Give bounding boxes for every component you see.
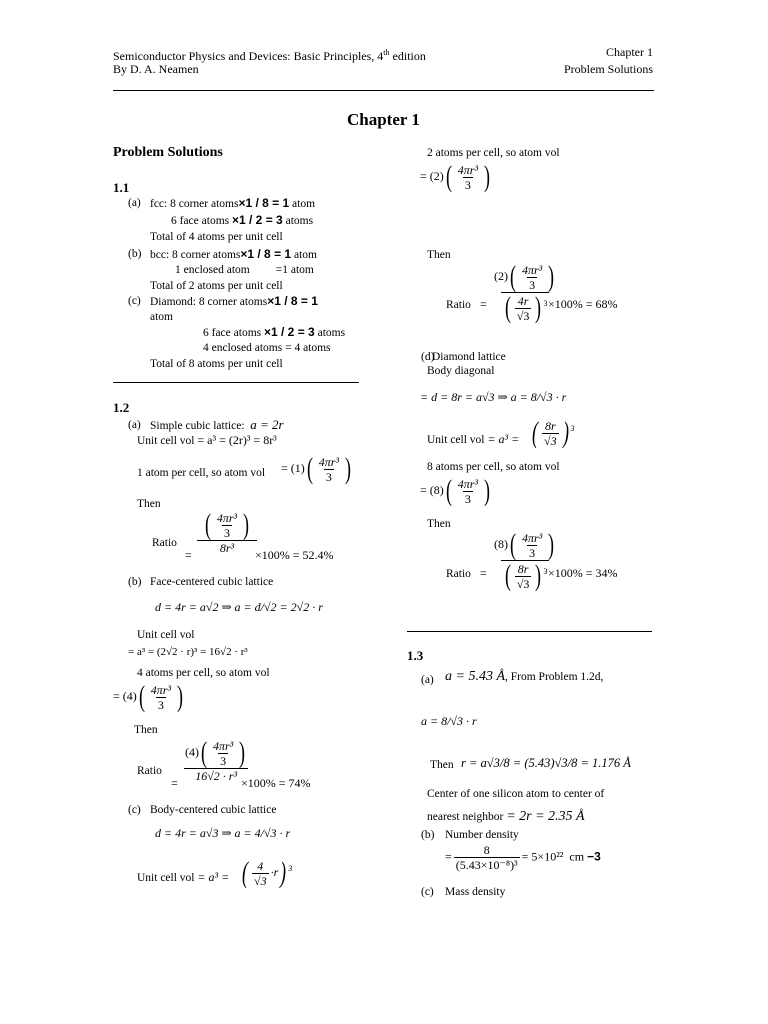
item-label: (b) bbox=[128, 576, 142, 588]
ratio-label: Ratio bbox=[137, 765, 162, 777]
header-chapter: Chapter 1 bbox=[606, 45, 653, 59]
text-line: 1 atom per cell, so atom vol bbox=[137, 467, 266, 479]
text-line: 2 atoms per cell, so atom vol bbox=[427, 147, 560, 159]
header-book-title: Semiconductor Physics and Devices: Basic Principles, 4th edition bbox=[113, 48, 426, 63]
equation: a = 8/√3 · r bbox=[421, 714, 477, 728]
item-label: (b) bbox=[128, 248, 142, 260]
text-line: Then bbox=[427, 249, 451, 261]
text-line: atom bbox=[150, 311, 173, 323]
text-line: Mass density bbox=[445, 886, 506, 898]
text-line: 6 face atoms ×1 / 2 = 3 atoms bbox=[203, 325, 346, 339]
item-label: (d) bbox=[421, 351, 435, 363]
text-line: Unit cell vol = a³ = bbox=[427, 432, 520, 446]
text-line: 4 enclosed atoms = 4 atoms bbox=[203, 342, 331, 354]
divider bbox=[407, 631, 652, 632]
text-line: 8 atoms per cell, so atom vol bbox=[427, 461, 560, 473]
text-line: Then bbox=[137, 498, 161, 510]
text-line: Total of 2 atoms per unit cell bbox=[150, 280, 283, 292]
header-rule bbox=[113, 90, 654, 91]
text-line: 6 face atoms ×1 / 2 = 3 atoms bbox=[171, 213, 314, 227]
ratio-label: Ratio bbox=[446, 299, 471, 311]
text-line: Center of one silicon atom to center of bbox=[427, 788, 605, 800]
header-author: By D. A. Neamen bbox=[113, 62, 199, 76]
problem-number-1-3: 1.3 bbox=[407, 648, 424, 663]
text-line: Unit cell vol = a³ = bbox=[137, 870, 230, 884]
equation: = d = 8r = a√3 ⇒ a = 8/√3 · r bbox=[420, 390, 567, 404]
text-line: Total of 8 atoms per unit cell bbox=[150, 358, 283, 370]
item-label: (a) bbox=[128, 197, 141, 209]
text-line: Diamond lattice bbox=[432, 351, 506, 363]
equation: = a³ = (2√2 · r)³ = 16√2 · r³ bbox=[128, 646, 248, 658]
equation: = (8)( $\frac{\text{4πr³}}{3}$ ) bbox=[420, 474, 491, 507]
item-label: (c) bbox=[128, 804, 141, 816]
item-label: (b) bbox=[421, 829, 435, 841]
section-title: Problem Solutions bbox=[113, 145, 223, 160]
text-line: Then bbox=[427, 518, 451, 530]
equation: = $\frac{8}{\text{(5.43×10⁻⁸)³}}$ = 5×10²² cm −3 bbox=[445, 843, 601, 872]
text-line: a = 5.43 Å, From Problem 1.2d, bbox=[445, 669, 604, 684]
equation: = (4)( $\frac{\text{4πr³}}{3}$ ) bbox=[113, 680, 184, 713]
header-section: Problem Solutions bbox=[563, 62, 653, 76]
text-line: Face-centered cubic lattice bbox=[150, 576, 274, 588]
equation: ( $\frac{8r}{√3}$ ) $^3$ bbox=[532, 416, 575, 449]
text-line: fcc: 8 corner atoms×1 / 8 = 1 atom bbox=[150, 196, 316, 210]
text-line: Total of 4 atoms per unit cell bbox=[150, 231, 283, 243]
problem-number-1-2: 1.2 bbox=[113, 400, 130, 415]
item-label: (c) bbox=[421, 886, 434, 898]
page-title: Chapter 1 bbox=[347, 110, 420, 129]
equation: ( $\frac{4}{√3}$ ·r) $^3$ bbox=[242, 856, 293, 889]
equation: = (2)( $\frac{\text{4πr³}}{3}$ ) bbox=[420, 160, 491, 193]
text-line: Number density bbox=[445, 829, 519, 841]
item-label: (a) bbox=[128, 419, 141, 431]
text-line: Unit cell vol bbox=[137, 629, 195, 641]
text-line: Body-centered cubic lattice bbox=[150, 804, 277, 816]
item-label: (c) bbox=[128, 295, 141, 307]
text-line: bcc: 8 corner atoms×1 / 8 = 1 atom bbox=[150, 247, 317, 261]
text-line: Then bbox=[134, 724, 158, 736]
text-line: Unit cell vol = a³ = (2r)³ = 8r³ bbox=[137, 433, 277, 447]
problem-number-1-1: 1.1 bbox=[113, 180, 130, 195]
ratio-label: Ratio bbox=[446, 568, 471, 580]
text-line: Then bbox=[430, 759, 454, 771]
text-line: Diamond: 8 corner atoms×1 / 8 = 1 bbox=[150, 294, 318, 308]
text-line: Simple cubic lattice: a = 2r bbox=[150, 417, 284, 432]
text-line: 1 enclosed atom =1 atom bbox=[175, 264, 314, 276]
divider bbox=[113, 382, 359, 383]
text-line: 4 atoms per cell, so atom vol bbox=[137, 667, 270, 679]
equation: d = 4r = a√2 ⇒ a = d/√2 = 2√2 · r bbox=[155, 600, 323, 614]
equation: r = a√3/8 = (5.43)√3/8 = 1.176 Å bbox=[461, 756, 631, 770]
equation: d = 4r = a√3 ⇒ a = 4/√3 · r bbox=[155, 826, 291, 840]
text-line: Body diagonal bbox=[427, 365, 495, 377]
ratio-label: Ratio bbox=[152, 537, 177, 549]
equation: = (1)( $\frac{\text{4πr³}}{3}$ ) bbox=[281, 452, 352, 485]
text-line: nearest neighbor = 2r = 2.35 Å bbox=[427, 809, 585, 824]
item-label: (a) bbox=[421, 674, 434, 686]
